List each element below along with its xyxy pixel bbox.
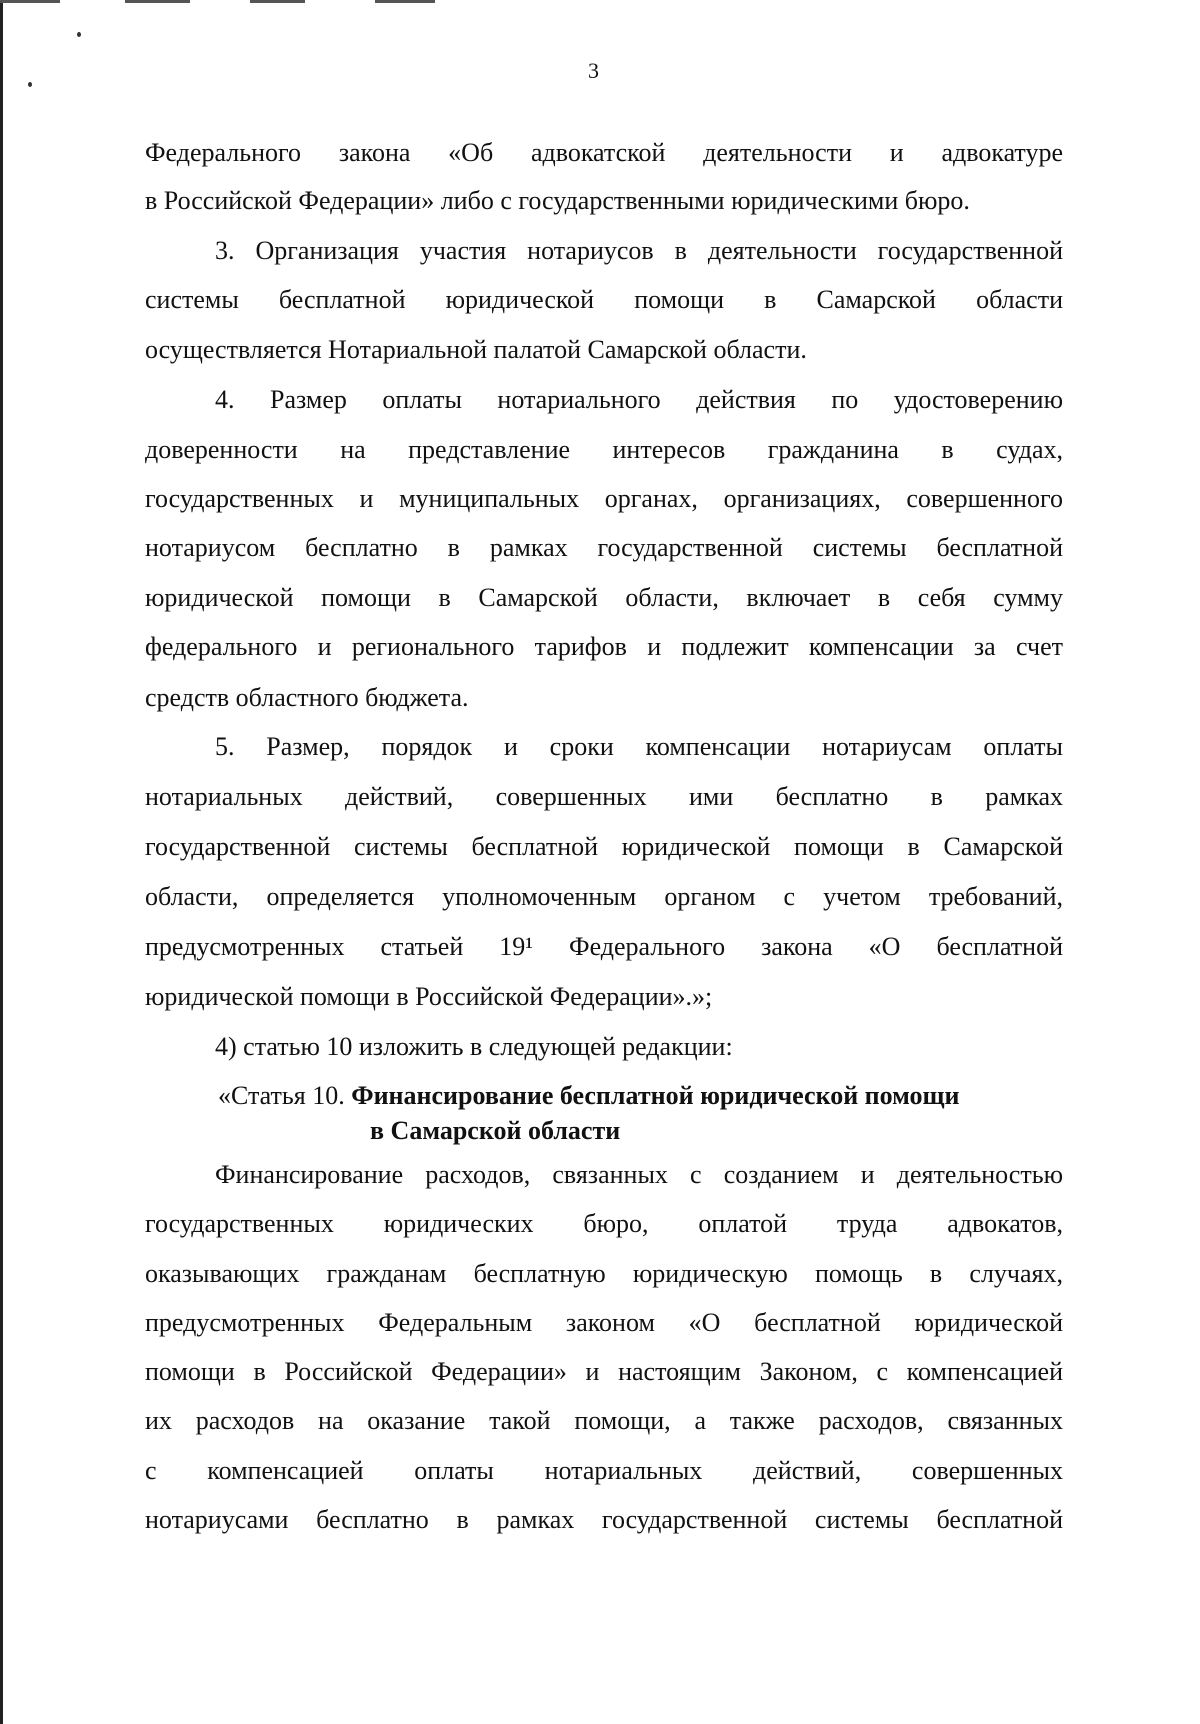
scan-speck [28, 82, 32, 87]
text-line: 4) статью 10 изложить в следующей редакции: [215, 1032, 733, 1061]
text-line: нотариусом бесплатно в рамках государственной системы бесплатной [145, 533, 1063, 562]
text-line: нотариусами бесплатно в рамках государственной системы бесплатной [145, 1505, 1063, 1534]
scan-speck [77, 32, 81, 37]
text-line: 4. Размер оплаты нотариального действия по удостоверению [215, 385, 1063, 414]
scan-left-edge [0, 0, 3, 1724]
article-number: «Статья 10. [218, 1081, 352, 1110]
text-line: их расходов на оказание такой помощи, а также расходов, связанных [145, 1406, 1063, 1435]
text-line: Финансирование расходов, связанных с созданием и деятельностью [215, 1160, 1063, 1189]
text-line: оказывающих гражданам бесплатную юридическую помощь в случаях, [145, 1259, 1063, 1288]
article-title: Финансирование бесплатной юридической помощи [351, 1081, 960, 1110]
text-line: предусмотренных Федеральным законом «О бесплатной юридической [145, 1308, 1063, 1337]
scan-top-edge [375, 0, 435, 3]
text-line: юридической помощи в Самарской области, включает в себя сумму [145, 583, 1063, 612]
text-line: предусмотренных статьей 19¹ Федерального закона «О бесплатной [145, 932, 1063, 961]
text-line: области, определяется уполномоченным органом с учетом требований, [145, 882, 1063, 911]
scan-top-edge [250, 0, 305, 3]
text-line: доверенности на представление интересов гражданина в судах, [145, 435, 1063, 464]
text-line: государственных юридических бюро, оплатой труда адвокатов, [145, 1209, 1063, 1238]
page-number: 3 [588, 58, 599, 83]
text-line: государственной системы бесплатной юридической помощи в Самарской [145, 832, 1063, 861]
scan-top-edge [125, 0, 190, 3]
text-line: средств областного бюджета. [145, 683, 469, 712]
article-heading-line-1 [218, 1080, 959, 1112]
article-heading-line-2: в Самарской области [370, 1116, 621, 1145]
text-line: осуществляется Нотариальной палатой Самарской области. [145, 335, 807, 364]
text-line: с компенсацией оплаты нотариальных действий, совершенных [145, 1456, 1063, 1485]
text-line: государственных и муниципальных органах, организациях, совершенного [145, 484, 1063, 513]
scan-top-edge [0, 0, 60, 3]
text-line: помощи в Российской Федерации» и настоящим Законом, с компенсацией [145, 1357, 1063, 1386]
text-line: системы бесплатной юридической помощи в Самарской области [145, 285, 1063, 314]
text-line: Федерального закона «Об адвокатской деятельности и адвокатуре [145, 138, 1063, 167]
text-line: федерального и регионального тарифов и подлежит компенсации за счет [145, 632, 1063, 661]
text-line: в Российской Федерации» либо с государственными юридическими бюро. [145, 186, 970, 215]
text-line: 3. Организация участия нотариусов в деятельности государственной [215, 236, 1063, 265]
text-line: 5. Размер, порядок и сроки компенсации нотариусам оплаты [215, 732, 1063, 761]
text-line: юридической помощи в Российской Федерации».»; [145, 982, 713, 1011]
text-line: нотариальных действий, совершенных ими бесплатно в рамках [145, 782, 1063, 811]
